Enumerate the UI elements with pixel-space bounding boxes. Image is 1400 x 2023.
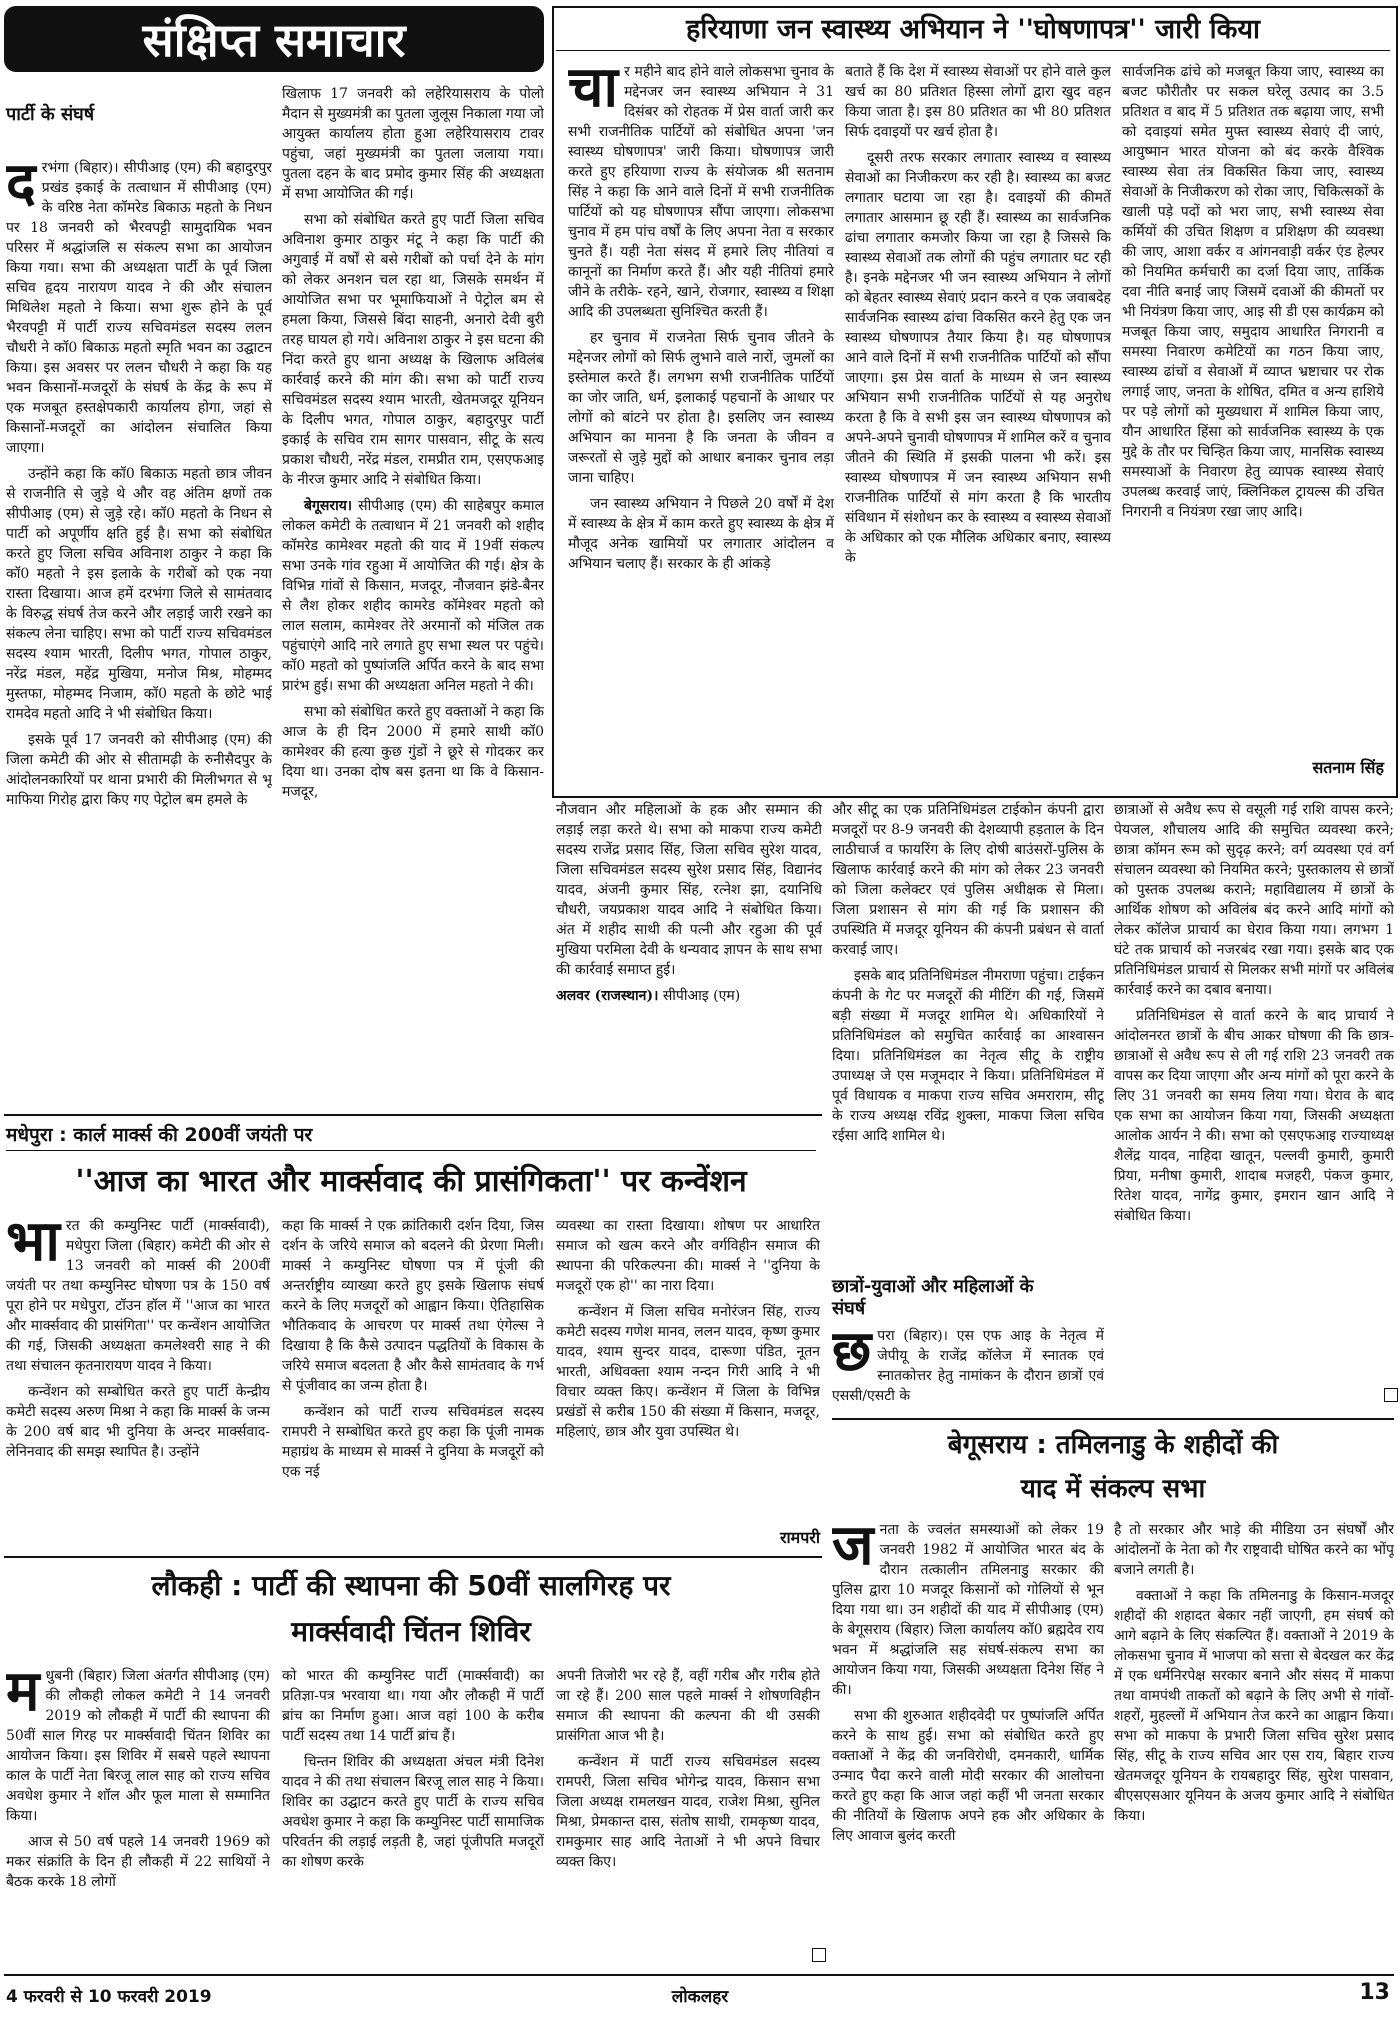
lokahi-para-5: अपनी तिजोरी भर रहे हैं, वहीं गरीब और गरीब होते जा रहे हैं। 200 साल पहले मार्क्स ने शोषणविहीन समाज की स्थापना की कल्पना की थी उसकी प्रासंगिता आज भी है। — [556, 1668, 820, 1744]
party-para-6: सीपीआइ (एम) की साहेबपुर कमाल लोकल कमेटी के तत्वाधान में 21 जनवरी को शहीद कॉमरेड कामेश्वर महतो की याद में 19वीं संकल्प सभा उनके गांव रहुआ में आयोजित की गई। क्षेत्र के विभिन्न गांवों से किसान, मजदूर, नौजवान झंडे-बैनर से लैश होकर शहीद कामरेड कॉमेश्वर महतो को लाल सलाम, कामेश्वर तेरे अरमानों को मंजिल तक पहुंचाएंगे आदि नारे लगाते हुए सभा स्थल पर पहुंचे। कॉ0 महतो को पुष्पांजलि अर्पित करने के बाद सभा प्रारंभ हुई। सभा की अध्यक्षता अनिल महतो ने की। — [282, 498, 544, 694]
lokahi-para-2: आज से 50 वर्ष पहले 14 जनवरी 1969 को मकर संक्रांति के दिन ही लौकही में 22 साथियों ने बैठक करके 18 लोगों — [6, 1834, 270, 1890]
party-para-2: उन्होंने कहा कि कॉ0 बिकाऊ महतो छात्र जीवन से राजनीति से जुड़े थे और वह अंतिम क्षणों तक सीपीआइ (एम) से जुड़े रहे। कॉ0 महतो के निधन से पार्टी को अपूर्णीय क्षति हुई है। सभा को संबोधित करते हुए जिला सचिव अविनाश ठाकुर ने कहा कि कॉ0 महतो ने इस इलाके के गरीबों को एक नया रास्ता दिखाया। आज हमें दरभंगा जिले से सामंतवाद के विरुद्ध संघर्ष तेज करने और लड़ाई जारी रखने का संकल्प लेना चाहिए। सभा को पार्टी राज्य सचिवमंडल सदस्य श्याम भारती, दिलीप भगत, गोपाल ठाकुर, नरेंद्र मंडल, महेंद्र मुखिया, मनोज मिश्र, मोहम्मद मुस्तफा, मोहम्मद निजाम, कॉ0 महतो के छोटे भाई रामदेव महतो आदि ने भी संबोधित किया। — [6, 466, 272, 722]
lokahi-para-3: को भारत की कम्युनिस्ट पार्टी (मार्क्सवादी) का प्रतिज्ञा-पत्र भरवाया था। गया और लौकही में पार्टी ब्रांच का निर्माण हुआ। आज वहां 100 के करीब पार्टी सदस्य तथा 14 पार्टी ब्रांच हैं। — [282, 1668, 544, 1744]
haryana-para-3: जन स्वास्थ्य अभियान ने पिछले 20 वर्षों में देश में स्वास्थ्य के क्षेत्र में काम करते हुए स्वास्थ्य के क्षेत्र में मौजूद अनेक खामियों पर लगातार आंदोलन व अभियान चलाए हैं। सरकार के ही आंकड़े — [568, 496, 834, 572]
begusarai-col-2 — [1114, 1520, 1394, 1964]
marx-para-5: व्यवस्था का रास्ता दिखाया। शोषण पर आधारित समाज को खत्म करने और वर्गविहीन समाज की स्थापना की परिकल्पना की। मार्क्स ने ''दुनिया के मजदूरों एक हो'' का नारा दिया। — [556, 1218, 820, 1294]
footer-rule — [4, 1974, 1394, 1976]
party-para-9: सीपीआइ (एम) — [662, 988, 741, 1004]
marx-col-2 — [282, 1216, 544, 1546]
begusarai-para-2: सभा की शुरुआत शहीदवेदी पर पुष्पांजलि अर्पित करने के साथ हुई। सभा को संबोधित करते हुए वक्ताओं ने केंद्र की जनविरोधी, दमनकारी, धार्मिक उन्माद पैदा करने वाली मोदी सरकार की आलोचना करते हुए कहा कि आज जहां कहीं भी जनता सरकार की नीतियों के खिलाफ अपने हक और अधिकार के लिए आवाज बुलंद करती — [832, 1708, 1104, 1844]
lokahi-col-2 — [282, 1666, 544, 1964]
party-para-11: इसके बाद प्रतिनिधिमंडल नीमराणा पहुंचा। टाईकन कंपनी के गेट पर मजदूरों की मीटिंग की गई, जिसमें बड़ी संख्या में मजदूर शामिल थे। अधिकारियों ने प्रतिनिधिमंडल को समुचित कार्रवाई का आश्वासन दिया। प्रतिनिधिमंडल का नेतृत्व सीटू के राष्ट्रीय उपाध्यक्ष जे एस मजूमदार ने किया। प्रतिनिधिमंडल में पूर्व विधायक व माकपा राज्य सचिव अमराराम, सीटू के राज्य अध्यक्ष रविंद्र शुक्ला, माकपा जिला सचिव रईसा आदि शामिल थे। — [832, 968, 1104, 1144]
students-para-1: परा (बिहार)। एस एफ आइ के नेतृत्व में जेपीयू के राजेंद्र कॉलेज में स्नातक एवं स्नातकोत्तर हेतु नामांकन के दौरान छात्रों एवं एससी/एसटी के — [832, 1328, 1104, 1404]
marx-para-3: कहा कि मार्क्स ने एक क्रांतिकारी दर्शन दिया, जिस दर्शन के जरिये समाज को बदलने की प्रेरणा मिली। मार्क्स ने कम्युनिस्ट घोषणा पत्र में पूंजी की अन्तर्राष्ट्रीय व्याख्या करते हुए इसके खिलाफ संघर्ष करने के लिए मजदूरों को आह्वान किया। ऐतिहासिक भौतिकवाद के आचरण पर मार्क्स तथा एंगेल्स ने दिखाया है कि कैसे उत्पादन पद्धतियों के विकास के जरिये समाज बदलता है और कैसे सामंतवाद के गर्भ से पूंजीवाद का जन्म होता है। — [282, 1218, 544, 1394]
begusarai-para-1: नता के ज्वलंत समस्याओं को लेकर 19 जनवरी 1982 में आयोजित भारत बंद के दौरान तत्कालीन तमिलनाडु सरकार की पुलिस द्वारा 10 मजदूर किसानों को गोलियों से भून दिया गया था। उन शहीदों की याद में सीपीआइ (एम) के बेगूसराय (बिहार) जिला कार्यालय कॉ0 ब्रह्मदेव राय भवन में श्रद्धांजलि सह संघर्ष-संकल्प सभा का आयोजन किया गया, जिसकी अध्यक्षता दिनेश सिंह ने की। — [832, 1522, 1104, 1698]
haryana-col-1 — [568, 62, 834, 778]
haryana-para-5: दूसरी तरफ सरकार लगातार स्वास्थ्य व स्वास्थ्य सेवाओं का निजीकरण कर रही है। स्वास्थ्य का बजट लगातार घटाया जा रहा है। दवाइयों की कीमतें लगातार आसमान छू रही हैं। स्वास्थ्य का सार्वजनिक ढांचा लगातार कमजोर किया जा रहा है जिससे कि स्वास्थ्य सेवाओं तक लोगों की पहुंच लगातार घट रही है। इनके मद्देनजर भी जन स्वास्थ्य अभियान ने लोगों को बेहतर स्वास्थ्य सेवाएं प्रदान करने व एक जवाबदेह सार्वजनिक स्वास्थ्य ढांचा विकसित करने हेतु एक जन स्वास्थ्य घोषणापत्र तैयार किया है। यह घोषणापत्र आने वाले दिनों में सभी राजनीतिक पार्टियों को सौंपा जाएगा। इस प्रेस वार्ता के माध्यम से जन स्वास्थ्य अभियान सभी राजनीतिक पार्टियों से यह अनुरोध करता है कि वे सभी इस जन स्वास्थ्य घोषणापत्र को अपने-अपने चुनावी घोषणापत्र में शामिल करें व चुनाव जीतने की स्थिति में इसकी पालना भी करें। इस स्वास्थ्य घोषणापत्र में जन स्वास्थ्य अभियान सभी राजनीतिक पार्टियों से मांग करता है कि भारतीय संविधान में संशोधन कर के स्वास्थ्य व स्वास्थ्य सेवाओं के अधिकार को एक मौलिक अधिकार बनाए, स्वास्थ्य के — [845, 150, 1111, 566]
marx-dropcap: भा — [6, 1216, 60, 1274]
lokahi-col-3 — [556, 1666, 820, 1964]
footer-paper-name: लोकलहर — [671, 1987, 729, 2007]
party-dateline-begusarai: बेगूसराय। — [304, 498, 353, 514]
section-masthead — [4, 6, 544, 72]
party-para-5: सभा को संबोधित करते हुए पार्टी जिला सचिव अविनाश कुमार ठाकुर मंटू ने कहा कि पार्टी की अगुवाई में वर्षों से बसे गरीबों को पर्चा देने के मांग को लेकर अनशन चल रहा था, जिसके समर्थन में आयोजित सभा पर भूमाफियाओं ने पेट्रोल बम से हमला किया, जिससे बिंदा साहनी, अनारो देवी बुरी तरह घायल हो गये। अविनाश ठाकुर ने इस घटना की निंदा करते हुए थाना अध्यक्ष के खिलाफ अविलंब कार्रवाई करने की मांग की। सभा को पार्टी राज्य सचिवमंडल सदस्य श्याम भारती, खेतमजदूर यूनियन के दिलीप भगत, गोपाल ठाकुर, बहादुरपुर पार्टी इकाई के सचिव राम सागर पासवान, सीटू के सत्य प्रकाश चौधरी, नरेंद्र मंडल, रामप्रीत राम, एसएफआइ के नीरज कुमार आदि ने संबोधित किया। — [282, 212, 544, 488]
divider-lokahi-top — [4, 1556, 822, 1558]
lokahi-headline-2: मार्क्सवादी चिंतन शिविर — [291, 1615, 531, 1648]
begusarai-col-1 — [832, 1520, 1104, 1964]
begusarai-para-3: है तो सरकार और भाड़े की मीडिया उन संघर्षों और आंदोलनों के नेता को गैर राष्ट्रवादी घोषित करने का भोंपू बजाने लगती है। — [1114, 1522, 1394, 1578]
students-end-mark — [1384, 1388, 1398, 1402]
haryana-col-3 — [1122, 62, 1384, 734]
begusarai-headline-1: बेगूसराय : तमिलनाडु के शहीदों की — [947, 1430, 1279, 1460]
students-col-2 — [1114, 800, 1394, 1400]
party-para-7: सभा को संबोधित करते हुए वक्ताओं ने कहा कि आज के ही दिन 2000 में हमारे साथी कॉ0 कामेश्वर की हत्या कुछ गुंडों ने छूरे से गोदकर कर दिया था। उनका दोष बस इतना था कि वे किसान-मजदूर, — [282, 704, 544, 800]
party-col-3 — [556, 800, 822, 1100]
haryana-dropcap: चा — [568, 62, 619, 120]
party-col-1 — [6, 158, 272, 1078]
haryana-headline: हरियाणा जन स्वास्थ्य अभियान ने ''घोषणापत्र'' जारी किया — [556, 10, 1390, 51]
marx-col-3 — [556, 1216, 820, 1516]
marx-col-1 — [6, 1216, 270, 1546]
begusarai-headline-2: याद में संकल्प सभा — [1020, 1474, 1206, 1504]
lokahi-para-1: धुबनी (बिहार) जिला अंतर्गत सीपीआइ (एम) की लौकही लोकल कमेटी ने 14 जनवरी 2019 को लौकही में पार्टी की स्थापना की 50वीं साल गिरह पर मार्क्सवादी चिंतन शिविर का आयोजन किया। इस शिविर में सबसे पहले स्थापना काल के पार्टी नेता बिरजू लाल साह को राज्य सचिव अवधेश कुमार ने शॉल और फूल माला से सम्मानित किया। — [6, 1668, 270, 1824]
marx-para-2: कन्वेंशन को सम्बोधित करते हुए पार्टी केन्द्रीय कमेटी सदस्य अरुण मिश्रा ने कहा कि मार्क्स के जन्म के 200 वर्ष बाद भी दुनिया के अन्दर मार्क्सवाद-लेनिनवाद की समझ स्थापित है। उन्होंने — [6, 1384, 270, 1460]
students-para-2: छात्राओं से अवैध रूप से वसूली गई राशि वापस करने; पेयजल, शौचालय आदि की समुचित व्यवस्था करने; छात्रा कॉमन रूम को सुदृढ़ करने; वर्ग व्यवस्था एवं वर्ग संचालन व्यवस्था को नियमित करने; पुस्तकालय से छात्रों को पुस्तक उपलब्ध कराने; महाविद्यालय में छात्रों के आर्थिक शोषण को अविलंब बंद करने आदि मांगों को लेकर कॉलेज प्राचार्य का घेराव किया गया। लगभग 1 घंटे तक प्राचार्य को नजरबंद रखा गया। इसके बाद एक प्रतिनिधिमंडल प्राचार्य से मिलकर सभी मांगों पर अविलंब कार्रवाई करने का दबाव बनाया। — [1114, 802, 1394, 998]
party-subhead: पार्टी के संघर्ष — [6, 104, 95, 125]
party-col-4 — [832, 800, 1104, 1320]
footer-date: 4 फरवरी से 10 फरवरी 2019 — [6, 1987, 212, 2007]
marx-para-6: कन्वेंशन में जिला सचिव मनोरंजन सिंह, राज्य कमेटी सदस्य गणेश मानव, ललन यादव, कृष्ण कुमार यादव, श्याम सुन्दर यादव, दारूणा पंडित, नूतन भारती, अधिवक्ता श्याम नन्दन गिरी आदि ने भी विचार व्यक्त किए। कन्वेंशन में जिला के विभिन्न प्रखंडों से करीब 150 की संख्या में किसान, मजदूर, महिलाएं, छात्र और युवा उपस्थित थे। — [556, 1304, 820, 1440]
students-subhead: छात्रों-युवाओं और महिलाओं के संघर्ष — [832, 1276, 1034, 1319]
haryana-para-6: सार्वजनिक ढांचे को मजबूत किया जाए, स्वास्थ्य का बजट फौरीतौर पर सकल घरेलू उत्पाद का 3.5 प्रतिशत व बाद में 5 प्रतिशत तक बढ़ाया जाए, सभी को दवाइयां समेत मुफ्त स्वास्थ्य सेवाएं दी जाएं, आयुष्मान भारत योजना को बंद करके वैश्विक स्वास्थ्य सेवा तंत्र विकसित किया जाए, स्वास्थ्य सेवाओं के निजीकरण को रोका जाए, चिकित्सकों के खाली पड़े पदों को भरा जाए, सभी स्वास्थ्य सेवा कर्मियों की उचित शिक्षण व प्रशिक्षण की व्यवस्था की जाए, आशा वर्कर व आंगनवाड़ी वर्कर एंड हेल्पर को नियमित कर्मचारी का दर्जा दिया जाए, तार्किक दवा नीति बनाई जाए जिसमें दवाओं की कीमतों पर भी नियंत्रण किया जाए, आइ सी डी एस कार्यक्रम को मजबूत किया जाए, समुदाय आधारित निगरानी व समस्या निवारण कमेटियों का गठन किया जाए, स्वास्थ्य ढांचों व सेवाओं में व्याप्त भ्रष्टाचार पर रोक लगाई जाए, जनता के शोषित, दमित व अन्य हाशिये पर पड़े लोगों को मुख्यधारा में शामिल किया जाए, यौन आधारित हिंसा को सार्वजनिक स्वास्थ्य के एक मुद्दे के तौर पर चिन्हित किया जाए, मानसिक स्वास्थ्य समस्याओं के निवारण हेतु व्यापक स्वास्थ्य सेवाएं उपलब्ध करवाई जाएं, क्लिनिकल ट्रायल्स की उचित निगरानी व नियंत्रण रखा जाए आदि। — [1122, 64, 1384, 520]
party-dateline-alwar: अलवर (राजस्थान)। — [556, 988, 659, 1004]
party-col-2 — [282, 84, 544, 1094]
divider-marx-top — [4, 1114, 822, 1116]
students-para-3: प्रतिनिधिमंडल से वार्ता करने के बाद प्राचार्य ने आंदोलनरत छात्रों के बीच आकर घोषणा की कि छात्र-छात्राओं से अवैध रूप से ली गई राशि 23 जनवरी तक वापस कर दिया जाएगा और अन्य मांगों को पूरा करने के लिए 31 जनवरी का समय लिया गया। घेराव के बाद एक सभा का आयोजन किया गया, जिसकी अध्यक्षता आलोक आर्यन ने की। सभा को एसएफआइ राज्याध्यक्ष शैलेंद्र यादव, नाहिदा खातून, पल्लवी कुमारी, कुमारी प्रिया, मनीषा कुमारी, शादाब मजहरी, पंकज कुमार, रितेश यादव, नागेंद्र कुमार, इमरान खान आदि ने संबोधित किया। — [1114, 1008, 1394, 1224]
footer-page-number: 13 — [1359, 1980, 1390, 2005]
party-para-3: इसके पूर्व 17 जनवरी को सीपीआइ (एम) की जिला कमेटी की ओर से सीतामढ़ी के रुनीसैदपुर के आंदोलनकारियों पर थाना प्रभारी की मिलीभगत से भू माफिया गिरोह द्वारा किए गए पेट्रोल बम हमले के — [6, 732, 272, 808]
marx-headline: ''आज का भारत और मार्क्सवाद की प्रासंगिकता'' पर कन्वेंशन — [75, 1164, 747, 1199]
lokahi-dropcap: म — [6, 1666, 40, 1724]
haryana-col-2 — [845, 62, 1111, 778]
lokahi-col-1 — [6, 1666, 270, 1964]
begusarai-dropcap: ज — [832, 1520, 874, 1578]
party-para-10: और सीटू का एक प्रतिनिधिमंडल टाईकोन कंपनी द्वारा मजदूरों पर 8-9 जनवरी की देशव्यापी हड़ताल के दिन लाठीचार्ज व फायरिंग के लिए दोषी बाउंसरों-पुलिस के खिलाफ कार्रवाई करने की मांग को लेकर 23 जनवरी को जिला कलेक्टर एवं पुलिस अधीक्षक से मिला। जिला प्रशासन से मांग की गई कि प्रशासन की उपस्थिति में मजदूर यूनियन की कंपनी प्रबंधन से वार्ता करवाई जाए। — [832, 802, 1104, 958]
party-para-8: नौजवान और महिलाओं के हक और सम्मान की लड़ाई लड़ा करते थे। सभा को माकपा राज्य कमेटी सदस्य राजेंद्र प्रसाद सिंह, जिला सचिव सुरेश यादव, जिला सचिवमंडल सदस्य सुरेश प्रसाद सिंह, विद्यानंद यादव, अंजनी कुमार सिंह, रत्नेश झा, दयानिधि चौधरी, जयप्रकाश यादव आदि ने संबोधित किया। अंत में शहीद साथी की पत्नी और रहुआ की पूर्व मुखिया परमिला देवी के धन्यवाद ज्ञापन के साथ सभा की कार्रवाई समाप्त हुई। — [556, 802, 822, 978]
haryana-para-1: र महीने बाद होने वाले लोकसभा चुनाव के मद्देनजर जन स्वास्थ्य अभियान ने 31 दिसंबर को रोहतक में प्रेस वार्ता जारी कर सभी राजनीतिक पार्टियों को संबोधित अपना 'जन स्वास्थ्य घोषणापत्र' जारी किया। घोषणापत्र जारी करते हुए हरियाणा राज्य के संयोजक श्री सतनाम सिंह ने कहा कि आने वाले दिनों में सभी राजनीतिक पार्टियों को यह घोषणापत्र सौंपा जाएगा। लोकसभा चुनाव में हम पांच वर्षों के लिए अपना नेता व सरकार चुनते हैं। यही नेता संसद में हमारे लिए नीतियां व कानूनों का निर्माण करते हैं। और यही नीतियां हमारे जीने के तरीके- रहने, खाने, रोजगार, स्वास्थ्य व शिक्षा आदि की उपलब्धता सुनिश्चित करती हैं। — [568, 64, 834, 320]
lokahi-para-6: कन्वेंशन में पार्टी राज्य सचिवमंडल सदस्य रामपरी, जिला सचिव भोगेन्द्र यादव, किसान सभा जिला अध्यक्ष रामलखन यादव, राजेश मिश्रा, सुनिल मिश्रा, प्रेमकान्त दास, संतोष साथी, रामकृष्ण यादव, रामकुमार साह आदि नेताओं ने भी अपने विचार व्यक्त किए। — [556, 1754, 820, 1870]
haryana-byline: सतनाम सिंह — [1312, 758, 1384, 777]
divider-begusarai-top — [832, 1418, 1394, 1420]
lokahi-headline-1: लौकही : पार्टी की स्थापना की 50वीं सालगिरह पर — [151, 1569, 671, 1602]
students-col-1 — [832, 1326, 1104, 1404]
marx-para-4: कन्वेंशन को पार्टी राज्य सचिवमंडल सदस्य रामपरी ने सम्बोधित करते हुए कहा कि पूंजी नामक महाग्रंथ के माध्यम से मार्क्स ने दुनिया के मजदूरों को एक नई — [282, 1404, 544, 1480]
masthead-title: संक्षिप्त समाचार — [142, 13, 406, 67]
marx-byline: रामपरी — [779, 1528, 820, 1547]
begusarai-para-4: वक्ताओं ने कहा कि तमिलनाडु के किसान-मजदूर शहीदों की शहादत बेकार नहीं जाएगी, हम संघर्ष को आगे बढ़ाने के लिए संकल्पित हैं। वक्ताओं ने 2019 के लोकसभा चुनाव में भाजपा को सत्ता से बेदखल कर केंद्र में एक धर्मनिरपेक्ष सरकार बनाने और संसद में माकपा तथा वामपंथी ताकतों को बढ़ाने के लिए अभी से गांवों-शहरों, मुहल्लों में अभियान तेज करने का आह्वान किया। सभा को माकपा के प्रभारी जिला सचिव सुरेश प्रसाद सिंह, सीटू के राज्य सचिव आर एस राय, बिहार राज्य खेतमजदूर यूनियन के रायबहादुर सिंह, सुरेश पासवान, बीएसएसआर यूनियन के अजय कुमार आदि ने संबोधित किया। — [1114, 1588, 1394, 1824]
party-dropcap: द — [6, 158, 36, 216]
haryana-para-4: बताते हैं कि देश में स्वास्थ्य सेवाओं पर होने वाले कुल खर्च का 80 प्रतिशत हिस्सा लोगों द्वारा खुद वहन किया जाता है। इस 80 प्रतिशत का भी 80 प्रतिशत सिर्फ दवाइयों पर खर्च होता है। — [845, 64, 1111, 140]
haryana-para-2: हर चुनाव में राजनेता सिर्फ चुनाव जीतने के मद्देनजर लोगों को सिर्फ लुभाने वाले नारों, जुमलों का इस्तेमाल करते हैं। लगभग सभी राजनीतिक पार्टियों का जोर जाति, धर्म, इलाकाई पहचानों के आधार पर लोगों को बांटने पर होता है। इसलिए जन स्वास्थ्य अभियान का मानना है कि जनता के जीवन व जरूरतों से जुड़े मुद्दों को आधार बनाकर चुनाव लड़ा जाना चाहिए। — [568, 330, 834, 486]
marx-para-1: रत की कम्युनिस्ट पार्टी (मार्क्सवादी), मधेपुरा जिला (बिहार) कमेटी की ओर से 13 जनवरी को मार्क्स की 200वीं जयंती पर तथा कम्युनिस्ट घोषणा पत्र के 150 वर्ष पूरा होने पर मधेपुरा, टॉउन हॉल में ''आज का भारत और मार्क्सवाद की प्रासंगिता'' पर कन्वेंशन आयोजित की गई, जिसकी अध्यक्षता कमलेश्वरी साह ने की तथा संचालन कृतनारायण यादव ने किया। — [6, 1218, 270, 1374]
students-dropcap: छ — [832, 1326, 872, 1384]
lokahi-end-mark — [812, 1948, 826, 1962]
lokahi-para-4: चिन्तन शिविर की अध्यक्षता अंचल मंत्री दिनेश यादव ने की तथा संचालन बिरजू लाल साह ने किया। शिविर का उद्घाटन करते हुए पार्टी के राज्य सचिव अवधेश कुमार ने कहा कि कम्युनिस्ट पार्टी सामाजिक परिवर्तन की लड़ाई लड़ती है, जहां पूंजीपति मजदूरों का शोषण करके — [282, 1754, 544, 1870]
party-para-1: रभंगा (बिहार)। सीपीआइ (एम) की बहादुरपुर प्रखंड इकाई के तत्वाधान में सीपीआइ (एम) के वरिष्ठ नेता कॉमरेड बिकाऊ महतो के निधन पर 18 जनवरी को भैरवपट्टी सामुदायिक भवन परिसर में श्रद्धांजलि स संकल्प सभा का आयोजन किया गया। सभा की अध्यक्षता पार्टी के पूर्व जिला सचिव हृदय नारायण यादव ने की और संचालन मिथिलेश महतो ने किया। सभा शुरू होने के पूर्व भैरवपट्टी में पार्टी राज्य सचिवमंडल सदस्य ललन चौधरी ने कॉ0 बिकाऊ महतो स्मृति भवन का उद्घाटन किया। इस अवसर पर ललन चौधरी ने कहा कि यह भवन किसानों-मजदूरों के संघर्ष के केंद्र के रूप में एक मजबूत हस्तक्षेपकारी कार्यालय होगा, जहां से किसानों-मजदूरों का आंदोलन संचालित किया जाएगा। — [6, 160, 272, 456]
party-para-4: खिलाफ 17 जनवरी को लहेरियासराय के पोलो मैदान से मुख्यमंत्री का पुतला जुलूस निकाला गया जो आयुक्त कार्यालय होता हुआ लहेरियासराय टावर पहुंचा, जहां मुख्यमंत्री का पुतला जलाया गया। पुतला दहन के बाद प्रमोद कुमार सिंह की अध्यक्षता में सभा आयोजित की गई। — [282, 86, 544, 202]
marx-kicker: मधेपुरा : कार्ल मार्क्स की 200वीं जयंती पर — [6, 1124, 816, 1151]
